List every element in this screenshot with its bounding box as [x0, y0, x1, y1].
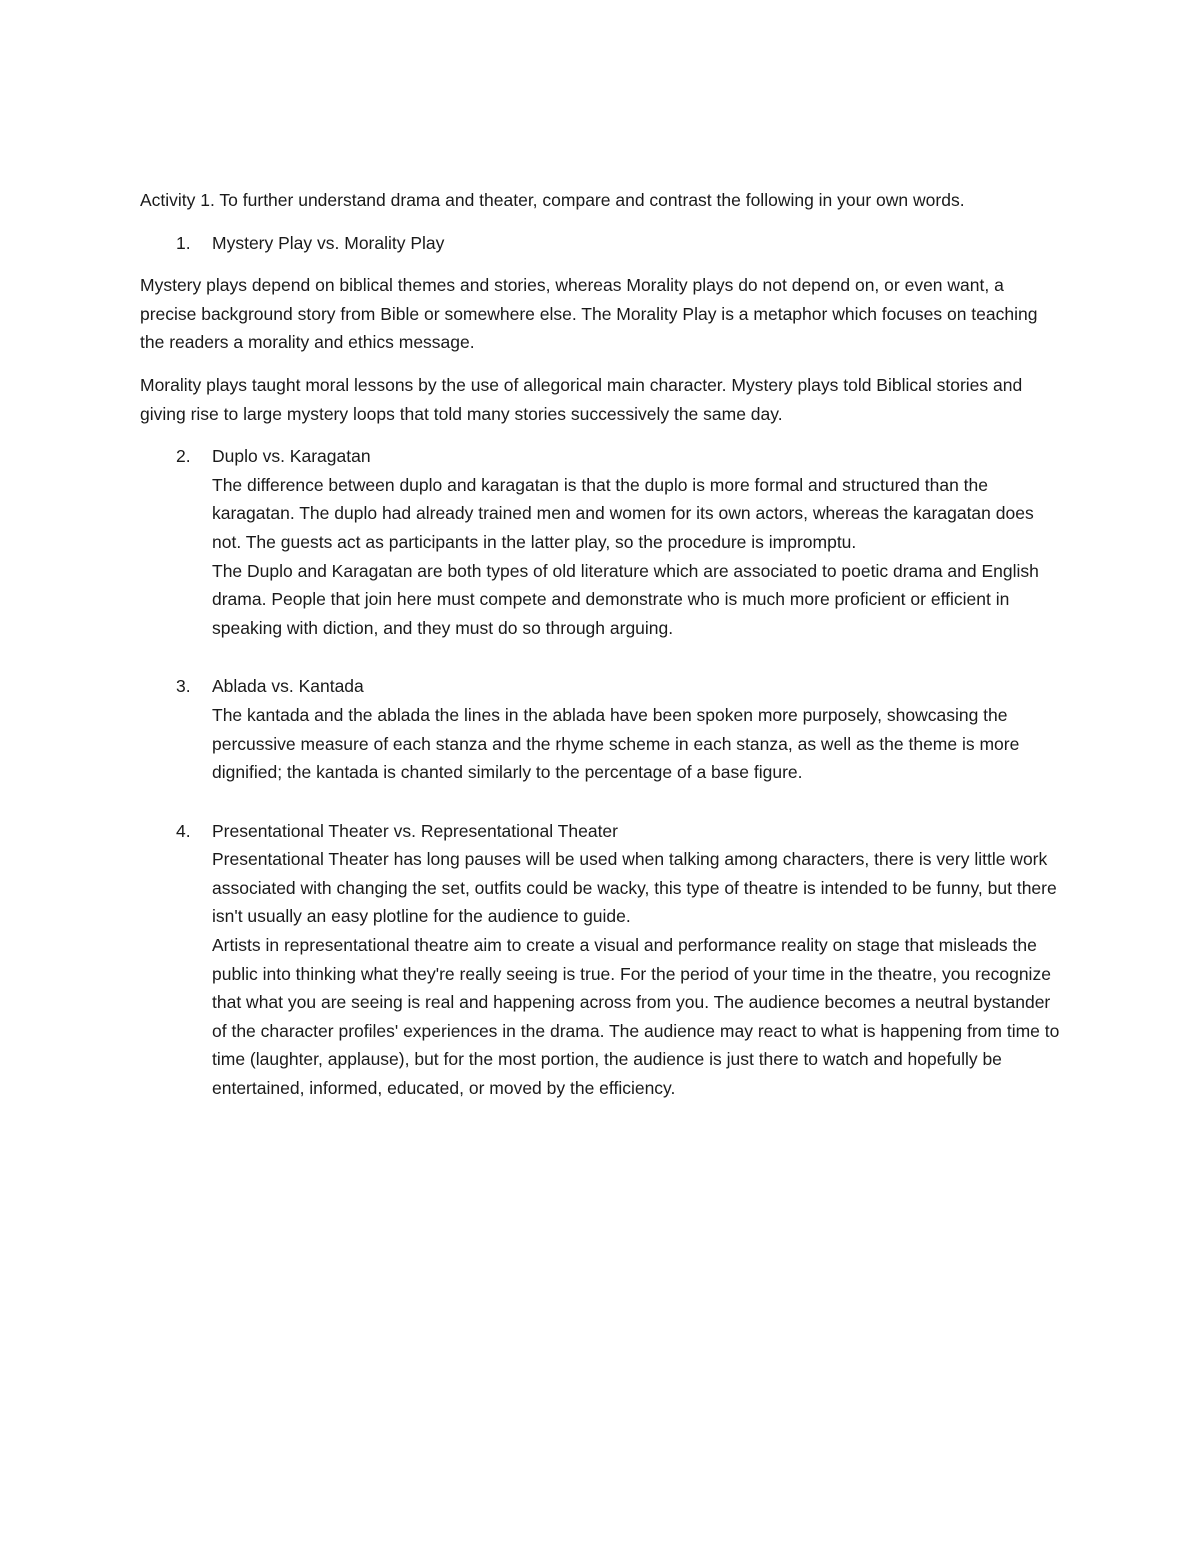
paragraph: Artists in representational theatre aim to create a visual and performance reality on stage that misleads the public into thinking what they're really seeing is true. For the period of your time in the theatre, you recognize that what you are seeing is real and happening across from you. The audience becomes a neutral bystander of the character profiles' experiences in the drama. The audience may react to what is happening from time to time (laughter, applause), but for the most portion, the audience is just there to watch and hopefully be entertained, informed, educated, or moved by the efficiency.	[212, 935, 1060, 1099]
list-item-number: 3.	[176, 676, 191, 697]
activity-intro: Activity 1. To further understand drama and theater, compare and contrast the following in your own words.	[140, 190, 965, 210]
list-item-number: 2.	[176, 446, 191, 467]
list-item-title: Mystery Play vs. Morality Play	[212, 232, 445, 253]
list-item-1	[140, 229, 1065, 258]
list-item-title: Duplo vs. Karagatan	[212, 446, 371, 467]
list-item-number: 4.	[176, 820, 191, 841]
paragraph: Mystery plays depend on biblical themes and stories, whereas Morality plays do not depend on, or even want, a precise background story from Bible or somewhere else. The Morality Play is a metaphor which focuses on teaching the readers a morality and ethics message.	[140, 275, 1038, 353]
paragraph: The kantada and the ablada the lines in the ablada have been spoken more purposely, showcasing the percussive measure of each stanza and the rhyme scheme in each stanza, as well as the theme is more dignified; the kantada is chanted similarly to the percentage of a base figure.	[212, 704, 1020, 783]
list-item-title: Ablada vs. Kantada	[212, 676, 364, 697]
list-item-4	[140, 817, 1065, 1103]
paragraph: Presentational Theater has long pauses will be used when talking among characters, there is very little work associated with changing the set, outfits could be wacky, this type of theatre is intended to be funny, but there isn't usually an easy plotline for the audience to guide.	[212, 849, 1057, 927]
list-item-title: Presentational Theater vs. Representational Theater	[212, 820, 618, 841]
paragraph: The Duplo and Karagatan are both types of old literature which are associated to poetic drama and English drama. People that join here must compete and demonstrate who is much more proficient or efficient in speaking with diction, and they must do so through arguing.	[212, 560, 1039, 638]
list-item-number: 1.	[176, 232, 191, 253]
list-item-3	[140, 672, 1065, 786]
list-item-2	[140, 442, 1065, 642]
paragraph: The difference between duplo and karagatan is that the duplo is more formal and structured than the karagatan. The duplo had already trained men and women for its own actors, whereas the karagatan does not. The guests act as participants in the latter play, so the procedure is impromptu.	[212, 474, 1034, 552]
paragraph: Morality plays taught moral lessons by the use of allegorical main character. Mystery plays told Biblical stories and giving rise to large mystery loops that told many stories successively the same day.	[140, 374, 1023, 424]
document-body	[140, 186, 1065, 1103]
